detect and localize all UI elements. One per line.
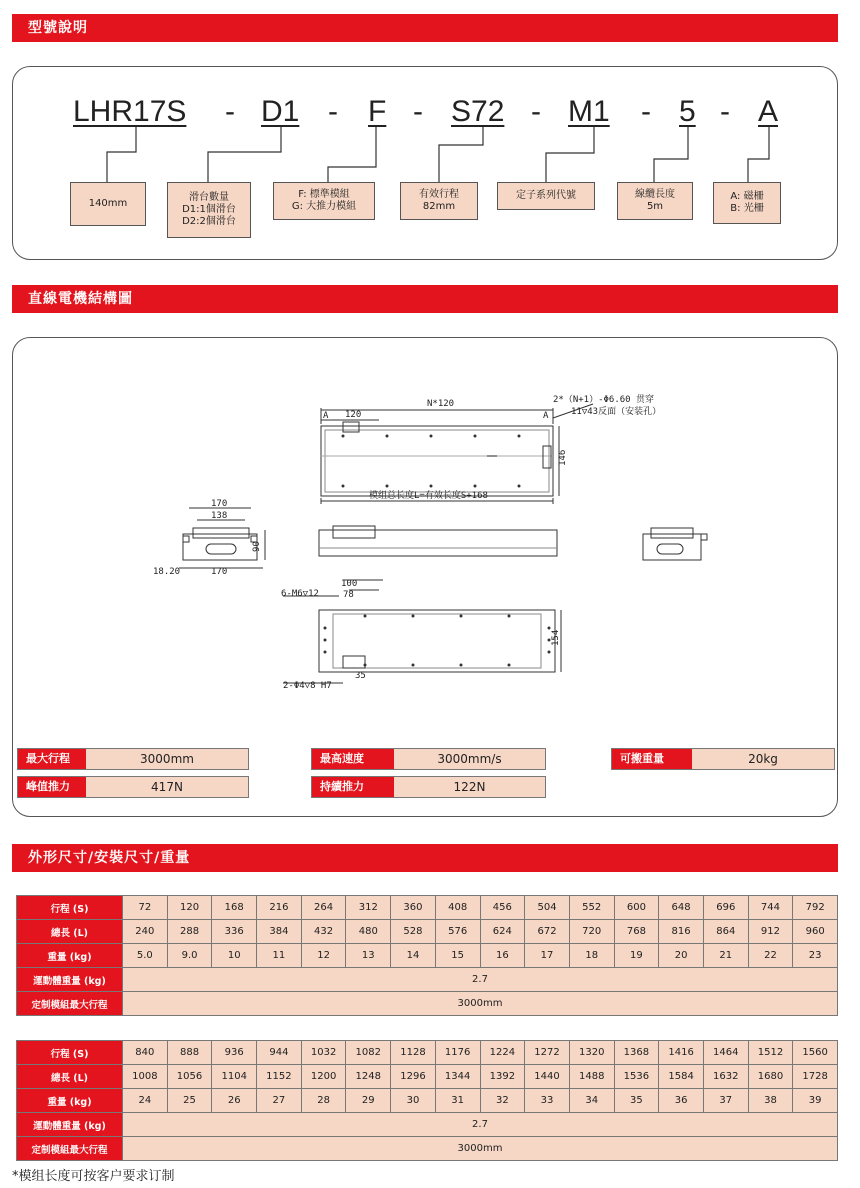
table-cell: 552 <box>569 896 614 920</box>
spec-label: 最大行程 <box>18 749 86 769</box>
table-cell: 912 <box>748 920 793 944</box>
table-cell: 408 <box>435 896 480 920</box>
code-box-cable: 線纜長度 5m <box>617 182 693 220</box>
table-row-weight <box>17 1089 838 1113</box>
table-cell: 1584 <box>659 1065 704 1089</box>
table-cell: 1296 <box>391 1065 436 1089</box>
table-cell: 1176 <box>435 1041 480 1065</box>
table-cell: 1416 <box>659 1041 704 1065</box>
table-cell: 504 <box>525 896 570 920</box>
table-cell: 480 <box>346 920 391 944</box>
table-cell: 72 <box>123 896 168 920</box>
table-cell: 1152 <box>257 1065 302 1089</box>
dim-a-right: A <box>543 411 549 421</box>
dim-n120: N*120 <box>427 399 455 409</box>
code-box-stroke: 有效行程 82mm <box>400 182 478 220</box>
table-cell: 264 <box>301 896 346 920</box>
spec-label: 峰值推力 <box>18 777 86 797</box>
table-cell: 1200 <box>301 1065 346 1089</box>
table-cell: 840 <box>123 1041 168 1065</box>
spec-max-stroke <box>17 748 249 770</box>
table-cell: 120 <box>167 896 212 920</box>
table-cell: 1224 <box>480 1041 525 1065</box>
table-cell-merged: 3000mm <box>123 1137 838 1161</box>
table-cell-merged: 2.7 <box>123 968 838 992</box>
table-row-header: 重量 (kg) <box>17 944 123 968</box>
table-cell: 20 <box>659 944 704 968</box>
table-row-stroke <box>17 896 838 920</box>
table-cell: 16 <box>480 944 525 968</box>
table-cell: 22 <box>748 944 793 968</box>
table-cell: 1128 <box>391 1041 436 1065</box>
code-dash: - <box>641 95 651 128</box>
code-box-stator: 定子系列代號 <box>497 182 595 210</box>
table-cell: 648 <box>659 896 704 920</box>
table-cell: 17 <box>525 944 570 968</box>
dim-18-20: 18.20 <box>153 567 181 577</box>
dim-counterbore: 11▽43反面（安装孔） <box>571 407 662 417</box>
table-row-header: 重量 (kg) <box>17 1089 123 1113</box>
spec-value: 3000mm <box>86 749 248 769</box>
table-row-length <box>17 920 838 944</box>
table-cell-merged: 2.7 <box>123 1113 838 1137</box>
dim-90: 90 <box>252 541 262 552</box>
section-title-dimensions: 外形尺寸/安裝尺寸/重量 <box>12 844 838 872</box>
code-stroke: S72 <box>451 95 505 128</box>
table-cell: 792 <box>793 896 838 920</box>
spec-label: 持續推力 <box>312 777 394 797</box>
table-cell: 10 <box>212 944 257 968</box>
code-dash: - <box>720 95 730 128</box>
section-title-structure: 直線電機結構圖 <box>12 285 838 313</box>
table-cell: 27 <box>257 1089 302 1113</box>
table-row-mover-weight <box>17 1113 838 1137</box>
table-row-custom-max <box>17 1137 838 1161</box>
table-cell: 1680 <box>748 1065 793 1089</box>
table-row-header: 總長 (L) <box>17 1065 123 1089</box>
table-cell: 1464 <box>703 1041 748 1065</box>
table-cell: 25 <box>167 1089 212 1113</box>
table-cell: 24 <box>123 1089 168 1113</box>
table-cell: 23 <box>793 944 838 968</box>
code-dash: - <box>531 95 541 128</box>
table-cell: 864 <box>703 920 748 944</box>
spec-value: 20kg <box>692 749 834 769</box>
table-cell: 30 <box>391 1089 436 1113</box>
dimension-table-2 <box>16 1040 838 1161</box>
dim-holes: 2*（N+1）-Φ6.60 贯穿 <box>553 395 655 405</box>
table-cell: 936 <box>212 1041 257 1065</box>
spec-peak-force <box>17 776 249 798</box>
table-cell: 31 <box>435 1089 480 1113</box>
code-box-encoder: A: 磁柵 B: 光柵 <box>713 182 781 224</box>
table-cell: 14 <box>391 944 436 968</box>
table-cell: 696 <box>703 896 748 920</box>
code-stator: M1 <box>568 95 610 128</box>
table-cell: 21 <box>703 944 748 968</box>
table-cell: 11 <box>257 944 302 968</box>
dim-154: 154 <box>551 629 561 646</box>
table-cell: 32 <box>480 1089 525 1113</box>
dim-170-bottom: 170 <box>211 567 228 577</box>
code-series: LHR17S <box>73 95 187 128</box>
table-cell: 1392 <box>480 1065 525 1089</box>
table-cell: 1512 <box>748 1041 793 1065</box>
table-row-header: 行程 (S) <box>17 896 123 920</box>
dim-138: 138 <box>211 511 228 521</box>
table-row-header: 定制模組最大行程 <box>17 992 123 1016</box>
table-cell: 1536 <box>614 1065 659 1089</box>
table-cell: 1440 <box>525 1065 570 1089</box>
table-cell: 432 <box>301 920 346 944</box>
table-cell: 816 <box>659 920 704 944</box>
table-cell: 240 <box>123 920 168 944</box>
table-cell: 456 <box>480 896 525 920</box>
table-cell: 1032 <box>301 1041 346 1065</box>
table-cell: 26 <box>212 1089 257 1113</box>
table-cell: 12 <box>301 944 346 968</box>
table-cell: 9.0 <box>167 944 212 968</box>
table-cell: 5.0 <box>123 944 168 968</box>
section-title-model: 型號說明 <box>12 14 838 42</box>
spec-load <box>611 748 835 770</box>
code-box-slider: 滑台數量 D1:1個滑台 D2:2個滑台 <box>167 182 251 238</box>
code-module: F <box>368 95 387 128</box>
table-cell: 360 <box>391 896 436 920</box>
table-cell: 168 <box>212 896 257 920</box>
dim-120: 120 <box>345 410 362 420</box>
dim-m6: 6-M6▽12 <box>281 589 319 599</box>
spec-label: 最高速度 <box>312 749 394 769</box>
table-cell: 624 <box>480 920 525 944</box>
table-cell: 888 <box>167 1041 212 1065</box>
code-encoder: A <box>758 95 779 128</box>
table-cell: 34 <box>569 1089 614 1113</box>
table-cell: 1320 <box>569 1041 614 1065</box>
table-row-length <box>17 1065 838 1089</box>
table-cell: 19 <box>614 944 659 968</box>
code-slider: D1 <box>261 95 300 128</box>
code-dash: - <box>328 95 338 128</box>
table-cell: 38 <box>748 1089 793 1113</box>
table-cell: 768 <box>614 920 659 944</box>
table-cell: 18 <box>569 944 614 968</box>
table-cell: 1272 <box>525 1041 570 1065</box>
table-cell: 37 <box>703 1089 748 1113</box>
table-cell: 1056 <box>167 1065 212 1089</box>
table-cell: 672 <box>525 920 570 944</box>
table-row-custom-max <box>17 992 838 1016</box>
dim-35: 35 <box>355 671 366 681</box>
dim-78: 78 <box>343 590 354 600</box>
table-row-weight <box>17 944 838 968</box>
table-row-mover-weight <box>17 968 838 992</box>
table-cell: 1560 <box>793 1041 838 1065</box>
table-cell: 1488 <box>569 1065 614 1089</box>
table-row-stroke <box>17 1041 838 1065</box>
spec-value: 417N <box>86 777 248 797</box>
table-row-header: 運動體重量 (kg) <box>17 968 123 992</box>
dim-100: 100 <box>341 579 358 589</box>
code-box-size: 140mm <box>70 182 146 226</box>
table-cell: 336 <box>212 920 257 944</box>
dimension-table-1 <box>16 895 838 1016</box>
table-cell: 1368 <box>614 1041 659 1065</box>
table-cell: 600 <box>614 896 659 920</box>
table-cell: 384 <box>257 920 302 944</box>
table-cell: 1008 <box>123 1065 168 1089</box>
table-cell: 15 <box>435 944 480 968</box>
spec-cont-force <box>311 776 546 798</box>
table-cell: 28 <box>301 1089 346 1113</box>
table-cell: 1082 <box>346 1041 391 1065</box>
table-cell: 216 <box>257 896 302 920</box>
model-code-panel <box>12 66 838 260</box>
structure-panel <box>12 337 838 817</box>
table-row-header: 行程 (S) <box>17 1041 123 1065</box>
table-cell: 36 <box>659 1089 704 1113</box>
spec-label: 可搬重量 <box>612 749 692 769</box>
table-cell-merged: 3000mm <box>123 992 838 1016</box>
table-cell: 312 <box>346 896 391 920</box>
table-cell: 35 <box>614 1089 659 1113</box>
footnote: *模组长度可按客户要求订制 <box>12 1169 175 1184</box>
structure-drawing <box>13 338 839 718</box>
table-cell: 29 <box>346 1089 391 1113</box>
table-cell: 744 <box>748 896 793 920</box>
spec-value: 122N <box>394 777 545 797</box>
table-row-header: 運動體重量 (kg) <box>17 1113 123 1137</box>
table-cell: 1248 <box>346 1065 391 1089</box>
table-cell: 576 <box>435 920 480 944</box>
code-dash: - <box>413 95 423 128</box>
table-row-header: 總長 (L) <box>17 920 123 944</box>
table-row-header: 定制模組最大行程 <box>17 1137 123 1161</box>
dim-a-left: A <box>323 411 329 421</box>
code-dash: - <box>225 95 235 128</box>
table-cell: 1728 <box>793 1065 838 1089</box>
table-cell: 1632 <box>703 1065 748 1089</box>
dim-total-length: 模组总长度L=有效长度S+168 <box>369 491 488 501</box>
table-cell: 39 <box>793 1089 838 1113</box>
table-cell: 13 <box>346 944 391 968</box>
code-cable: 5 <box>679 95 696 128</box>
spec-value: 3000mm/s <box>394 749 545 769</box>
table-cell: 944 <box>257 1041 302 1065</box>
table-cell: 1344 <box>435 1065 480 1089</box>
table-cell: 528 <box>391 920 436 944</box>
table-cell: 1104 <box>212 1065 257 1089</box>
code-box-module: F: 標準模組 G: 大推力模組 <box>273 182 375 220</box>
dim-170-top: 170 <box>211 499 228 509</box>
spec-max-speed <box>311 748 546 770</box>
table-cell: 33 <box>525 1089 570 1113</box>
table-cell: 288 <box>167 920 212 944</box>
table-cell: 960 <box>793 920 838 944</box>
table-cell: 720 <box>569 920 614 944</box>
dim-pin: 2-Φ4▽8 H7 <box>283 681 332 691</box>
dim-146: 146 <box>558 449 568 466</box>
